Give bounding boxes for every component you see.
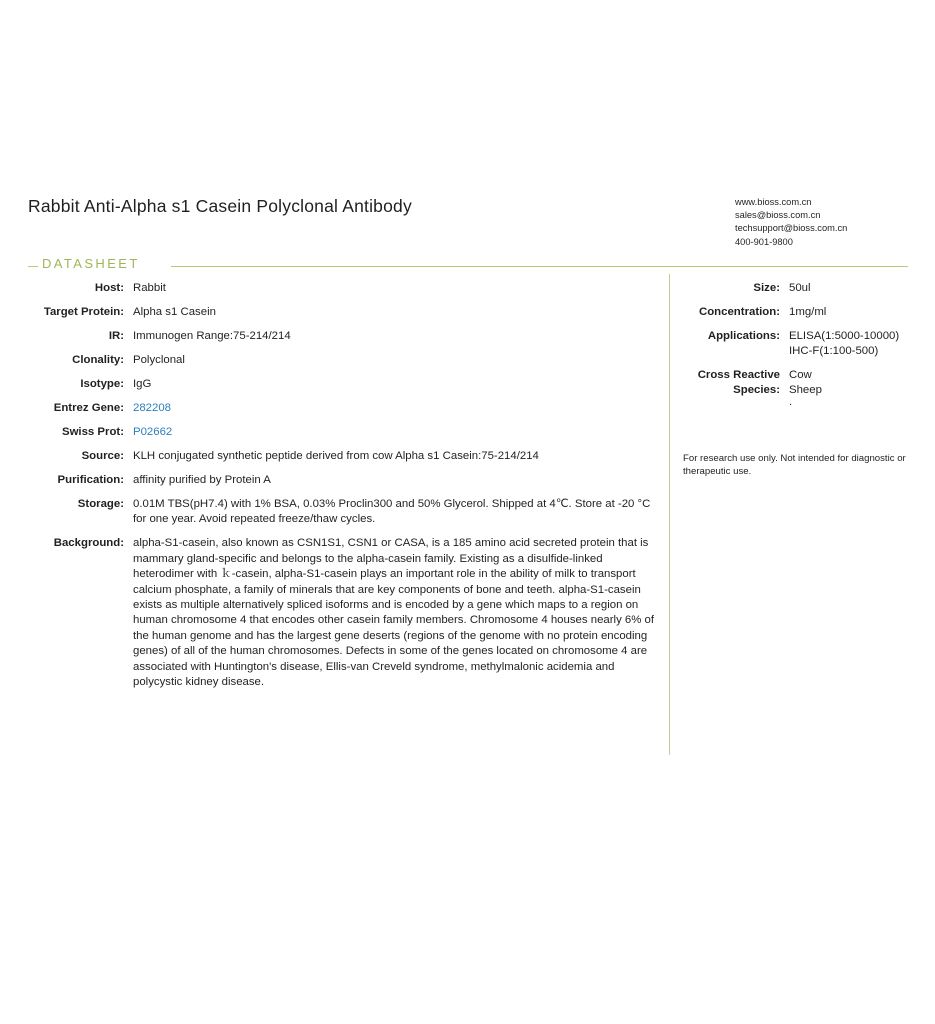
spec-label: Target Protein: <box>43 306 124 318</box>
spec-value: IgG <box>133 378 152 390</box>
spec-value-group <box>780 368 933 407</box>
spec-row-entrez-gene <box>28 401 663 416</box>
application-ihc-f: IHC-F(1:100-500) <box>789 345 879 357</box>
spec-row-purification <box>28 473 663 488</box>
spec-label-line1: Cross Reactive <box>697 369 780 381</box>
spec-label <box>683 368 780 398</box>
spec-label: Applications: <box>707 330 780 342</box>
species-cow: Cow <box>789 369 812 381</box>
spec-row-storage <box>28 497 663 527</box>
spec-value: affinity purified by Protein A <box>133 474 271 486</box>
spec-label: Storage: <box>77 498 124 510</box>
rule-right <box>171 266 908 267</box>
spec-value: Rabbit <box>133 282 166 294</box>
contact-support-email[interactable]: techsupport@bioss.com.cn <box>735 223 848 234</box>
spec-value: 0.01M TBS(pH7.4) with 1% BSA, 0.03% Proclin300 and 50% Glycerol. Shipped at 4℃. Store at -20 °C for one year. Avoid repeated freeze/thaw cycles. <box>133 498 651 526</box>
spec-value: Polyclonal <box>133 354 185 366</box>
rule-left <box>28 266 38 267</box>
research-use-disclaimer: For research use only. Not intended for diagnostic or therapeutic use. <box>683 453 906 477</box>
spec-label: Entrez Gene: <box>53 402 124 414</box>
document-header <box>28 196 908 258</box>
datasheet-label: DATASHEET <box>42 256 140 271</box>
spec-label: Size: <box>753 282 780 294</box>
entrez-gene-link[interactable]: 282208 <box>133 402 172 414</box>
contact-website[interactable]: www.bioss.com.cn <box>735 197 812 207</box>
application-elisa: ELISA(1:5000-10000) <box>789 330 900 342</box>
spec-value: Immunogen Range:75-214/214 <box>133 330 291 342</box>
spec-label: Clonality: <box>72 354 124 366</box>
spec-row-host <box>28 281 663 296</box>
spec-label: Concentration: <box>699 306 780 318</box>
spec-value: Alpha s1 Casein <box>133 306 216 318</box>
column-divider <box>669 274 670 755</box>
spec-label-line2: Species: <box>733 384 780 396</box>
spec-label: Purification: <box>57 474 124 486</box>
spec-label: Swiss Prot: <box>61 426 124 438</box>
spec-label: Background: <box>53 537 124 550</box>
spec-row-ir <box>28 329 663 344</box>
spec-value-group <box>780 329 933 359</box>
contact-info <box>735 196 935 249</box>
spec-row-size <box>683 281 933 296</box>
background-text: alpha-S1-casein, also known as CSN1S1, CSN1 or CASA, is a 185 amino acid secreted protein that is mammary gland-specific and belongs to the alpha-casein family. Existing as a disulfide-linked heterodimer with ｋ-casein, alpha-S1-casein plays an important role in the ability of milk to transport calcium phosphate, a family of minerals that are key components of bone and teeth. alpha-S1-casein exists as multiple alternatively spliced isoforms and is encoded by a gene which maps to a region on human chromosome 4 that encodes other casein family members. Chromosome 4 houses nearly 6% of the human genome and has the largest gene deserts (regions of the genome with no protein encoding genes) of all of the human chromosomes. Defects in some of the genes located on chromosome 4 are associated with Huntington's disease, Ellis-van Creveld syndrome, methylmalonic acidemia and polycystic kidney disease. <box>133 537 655 689</box>
spec-row-clonality <box>28 353 663 368</box>
spec-row-swiss-prot <box>28 425 663 440</box>
spec-row-background <box>28 536 663 690</box>
spec-value: 50ul <box>789 282 811 294</box>
species-sheep: Sheep <box>789 384 822 396</box>
specifications-right-column <box>683 281 933 416</box>
spec-value: 1mg/ml <box>789 306 827 318</box>
spec-label: Isotype: <box>80 378 124 390</box>
spec-row-cross-reactive-species <box>683 368 933 407</box>
spec-row-concentration <box>683 305 933 320</box>
spec-row-target-protein <box>28 305 663 320</box>
spec-label: Host: <box>94 282 124 294</box>
contact-sales-email[interactable]: sales@bioss.com.cn <box>735 210 821 221</box>
swiss-prot-link[interactable]: P02662 <box>133 426 173 438</box>
datasheet-section-header <box>28 258 908 274</box>
spec-label: IR: <box>108 330 124 342</box>
species-extra: . <box>789 396 793 408</box>
spec-row-isotype <box>28 377 663 392</box>
spec-row-applications <box>683 329 933 359</box>
specifications-left-column <box>28 281 663 699</box>
page-title: Rabbit Anti-Alpha s1 Casein Polyclonal Antibody <box>28 196 412 216</box>
spec-label: Source: <box>81 450 124 462</box>
spec-row-source <box>28 449 663 464</box>
spec-value: KLH conjugated synthetic peptide derived from cow Alpha s1 Casein:75-214/214 <box>133 450 539 462</box>
contact-phone: 400-901-9800 <box>735 236 793 247</box>
